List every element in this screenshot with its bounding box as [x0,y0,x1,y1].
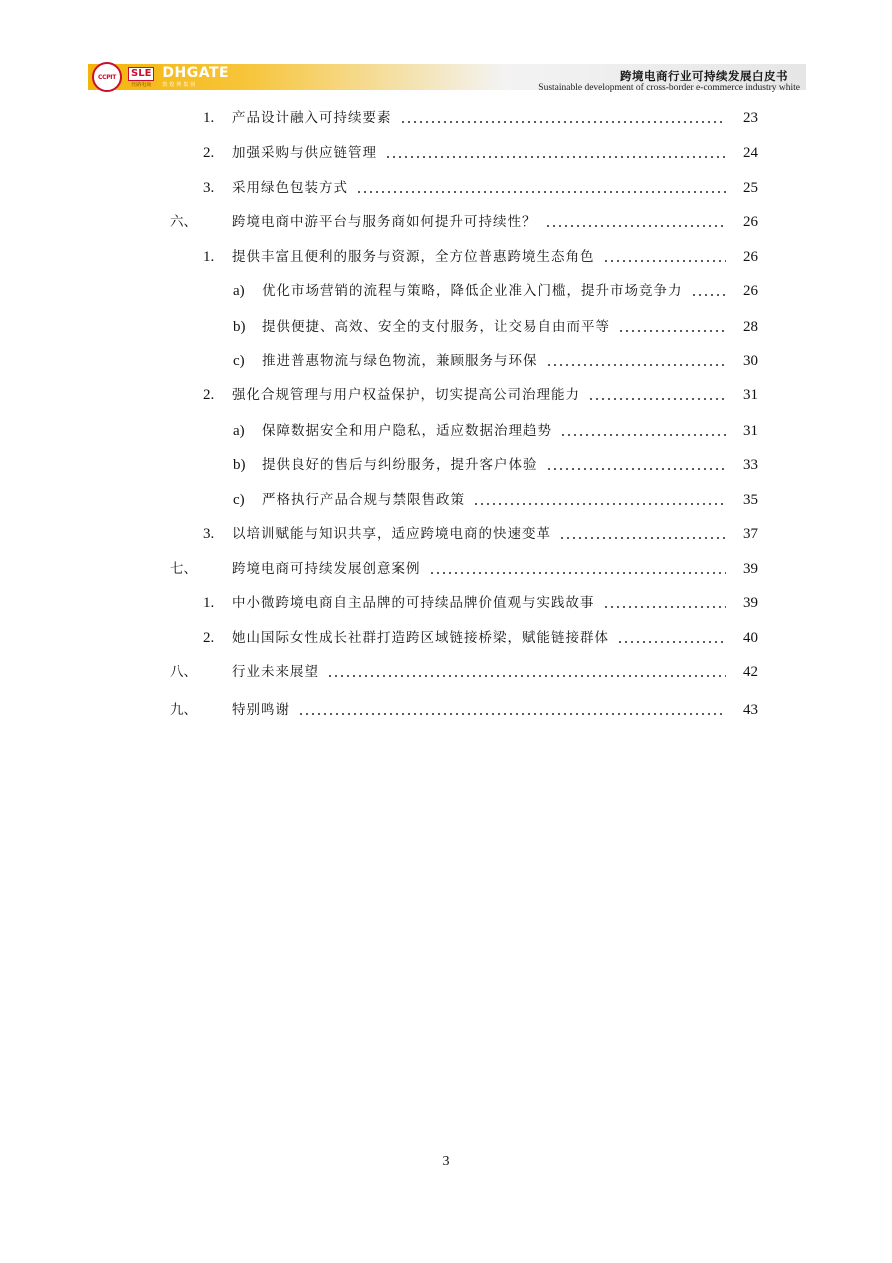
toc-entry-page: 39 [743,595,758,611]
toc-entry-title: 跨境电商可持续发展创意案例 [232,561,421,577]
toc-entry-number: 八、 [170,664,197,680]
toc-entry-page: 23 [743,110,758,126]
toc-entry-body [232,698,732,722]
toc-entry-body [262,419,732,443]
dot-leader [546,468,727,470]
dot-leader [603,606,727,608]
toc-entry-page: 31 [743,423,758,439]
dot-leader [473,503,726,505]
toc-entry-title: 以培训赋能与知识共享，适应跨境电商的快速变革 [232,526,551,542]
toc-entry-title: 中小微跨境电商自主品牌的可持续品牌价值观与实践故事 [232,595,595,611]
toc-entry[interactable] [0,106,892,130]
toc-entry-body [232,210,732,234]
toc-entry-body [232,141,732,165]
toc-entry-number: 1. [203,595,215,611]
toc-entry[interactable] [0,557,892,581]
dot-leader [546,364,727,366]
toc-entry-number: 1. [203,110,215,126]
toc-entry[interactable] [0,315,892,339]
toc-entry[interactable] [0,626,892,650]
toc-entry-number: b) [233,457,246,473]
toc-entry-title: 保障数据安全和用户隐私，适应数据治理趋势 [262,423,552,439]
toc-entry-title: 采用绿色包装方式 [232,180,348,196]
toc-entry-body [232,522,732,546]
toc-entry[interactable] [0,453,892,477]
toc-entry-title: 加强采购与供应链管理 [232,145,377,161]
toc-entry[interactable] [0,141,892,165]
toc-entry-page: 35 [743,492,758,508]
logo-group [92,62,229,92]
toc-entry-title: 强化合规管理与用户权益保护，切实提高公司治理能力 [232,387,580,403]
toc-entry-body [232,660,732,684]
toc-entry-number: 七、 [170,561,197,577]
toc-entry-title: 行业未来展望 [232,664,319,680]
toc-entry-page: 24 [743,145,758,161]
toc-entry-number: c) [233,492,245,508]
dot-leader [588,398,726,400]
toc-entry-page: 26 [743,283,758,299]
toc-entry-number: 2. [203,387,215,403]
dot-leader [385,156,726,158]
toc-entry-page: 30 [743,353,758,369]
ccpit-logo: CCPIT [92,62,122,92]
toc-entry-body [262,488,732,512]
toc-entry-title: 提供良好的售后与纠纷服务，提升客户体验 [262,457,538,473]
dot-leader [691,294,727,296]
dot-leader [603,260,727,262]
toc-entry-page: 39 [743,561,758,577]
dot-leader [559,537,726,539]
toc-entry-title: 跨境电商中游平台与服务商如何提升可持续性？ [232,214,537,230]
toc-entry-title: 产品设计融入可持续要素 [232,110,392,126]
toc-entry-number: 2. [203,630,215,646]
toc-entry-body [232,557,732,581]
toc-entry-title: 提供便捷、高效、安全的支付服务，让交易自由而平等 [262,319,610,335]
toc-entry[interactable] [0,349,892,373]
toc-entry[interactable] [0,488,892,512]
toc-entry-body [262,453,732,477]
toc-entry-page: 26 [743,249,758,265]
toc-entry-title: 严格执行产品合规与禁限售政策 [262,492,465,508]
toc-entry-body [232,176,732,200]
toc-entry-title: 优化市场营销的流程与策略，降低企业准入门槛，提升市场竞争力 [262,283,683,299]
dot-leader [617,641,726,643]
header-title-cn: 跨境电商行业可持续发展白皮书 [620,69,788,83]
toc-entry[interactable] [0,245,892,269]
toc-entry[interactable] [0,210,892,234]
dot-leader [560,434,726,436]
toc-entry-number: 九、 [170,702,197,718]
toc-entry[interactable] [0,698,892,722]
toc-entry[interactable] [0,660,892,684]
toc-entry[interactable] [0,522,892,546]
toc-entry-page: 25 [743,180,758,196]
toc-entry-page: 43 [743,702,758,718]
toc-entry-body [262,315,732,339]
toc-entry-page: 37 [743,526,758,542]
toc-entry[interactable] [0,176,892,200]
toc-entry-number: 3. [203,180,215,196]
toc-entry[interactable] [0,279,892,303]
dot-leader [298,713,726,715]
toc-entry-page: 26 [743,214,758,230]
toc-entry-number: c) [233,353,245,369]
toc-entry-number: 1. [203,249,215,265]
toc-entry-title: 特别鸣谢 [232,702,290,718]
dot-leader [545,225,727,227]
toc-entry-title: 推进普惠物流与绿色物流，兼顾服务与环保 [262,353,538,369]
toc-entry-body [232,626,732,650]
toc-entry-body [232,591,732,615]
header-title-en: Sustainable development of cross-border e-commerce industry white [538,83,800,93]
toc-entry-page: 40 [743,630,758,646]
toc-entry-title: 提供丰富且便利的服务与资源，全方位普惠跨境生态角色 [232,249,595,265]
toc-entry-page: 31 [743,387,758,403]
dot-leader [429,572,727,574]
toc-entry-body [232,245,732,269]
toc-entry-number: 六、 [170,214,197,230]
toc-entry-body [232,383,732,407]
dot-leader [356,191,726,193]
toc-entry-number: b) [233,319,246,335]
dot-leader [327,675,726,677]
toc-entry[interactable] [0,591,892,615]
toc-entry-body [262,279,732,303]
toc-entry-number: 3. [203,526,215,542]
toc-entry[interactable] [0,419,892,443]
toc-entry-page: 28 [743,319,758,335]
page-header [0,0,892,100]
toc-entry-page: 33 [743,457,758,473]
sle-logo: SLE 丝路电商 [128,67,154,88]
toc-entry-number: a) [233,283,245,299]
page-number: 3 [442,1154,450,1169]
toc-entry-body [232,106,732,130]
dot-leader [400,121,727,123]
toc-entry-title: 她山国际女性成长社群打造跨区域链接桥梁，赋能链接群体 [232,630,609,646]
toc-entry-number: a) [233,423,245,439]
toc-entry-page: 42 [743,664,758,680]
toc-entry-body [262,349,732,373]
toc-entry-number: 2. [203,145,215,161]
dhgate-logo: DHGATE 敦煌网集团 [162,65,230,88]
toc-entry[interactable] [0,383,892,407]
dot-leader [618,330,726,332]
